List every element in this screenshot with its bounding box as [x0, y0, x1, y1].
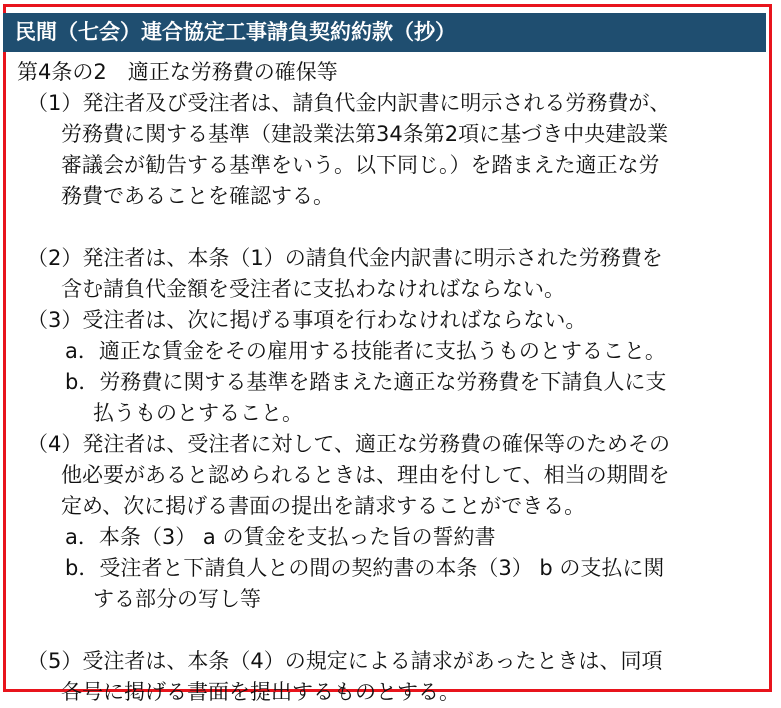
clause-4-line-3: 定め、次に掲げる書面の提出を請求することができる。 [61, 494, 586, 518]
clause-3-line-1: （3）受注者は、次に掲げる事項を行わなければならない。 [27, 308, 587, 332]
article-heading: 第4条の2 適正な労務費の確保等 [17, 60, 338, 84]
clause-1-line-4: 務費であることを確認する。 [61, 184, 334, 208]
clause-4-line-1: （4）発注者は、受注者に対して、適正な労務費の確保等のためその [27, 432, 670, 456]
clause-1-line-1: （1）発注者及び受注者は、請負代金内訳書に明示される労務費が、 [27, 91, 671, 115]
document-title: 民間（七会）連合協定工事請負契約約款（抄） [3, 13, 766, 52]
clause-3-item-b-line-1: b．労務費に関する基準を踏まえた適正な労務費を下請負人に支 [65, 370, 667, 394]
clause-2-line-2: 含む請負代金額を受注者に支払わなければならない。 [61, 277, 565, 301]
clause-4-item-a: a．本条（3） a の賃金を支払った旨の誓約書 [65, 525, 496, 549]
clause-5-line-2: 各号に掲げる書面を提出するものとする。 [61, 680, 460, 704]
clause-1-line-3: 審議会が勧告する基準をいう。以下同じ。）を踏まえた適正な労 [61, 153, 660, 177]
article-body [17, 57, 767, 708]
clause-4-item-b-line-1: b．受注者と下請負人との間の契約書の本条（3） b の支払に関 [65, 556, 665, 580]
clause-4-item-b-line-2: する部分の写し等 [93, 587, 261, 611]
clause-1-line-2: 労務費に関する基準（建設業法第34条第2項に基づき中央建設業 [61, 122, 669, 146]
clause-4-line-2: 他必要があると認められるときは、理由を付して、相当の期間を [61, 463, 670, 487]
clause-3-item-a: a．適正な賃金をその雇用する技能者に支払うものとすること。 [65, 339, 666, 363]
clause-5-line-1: （5）受注者は、本条（4）の規定による請求があったときは、同項 [27, 649, 663, 673]
clause-3-item-b-line-2: 払うものとすること。 [93, 401, 303, 425]
paragraph-gap [17, 615, 767, 646]
paragraph-gap [17, 212, 767, 243]
clause-2-line-1: （2）発注者は、本条（1）の請負代金内訳書に明示された労務費を [27, 246, 663, 270]
